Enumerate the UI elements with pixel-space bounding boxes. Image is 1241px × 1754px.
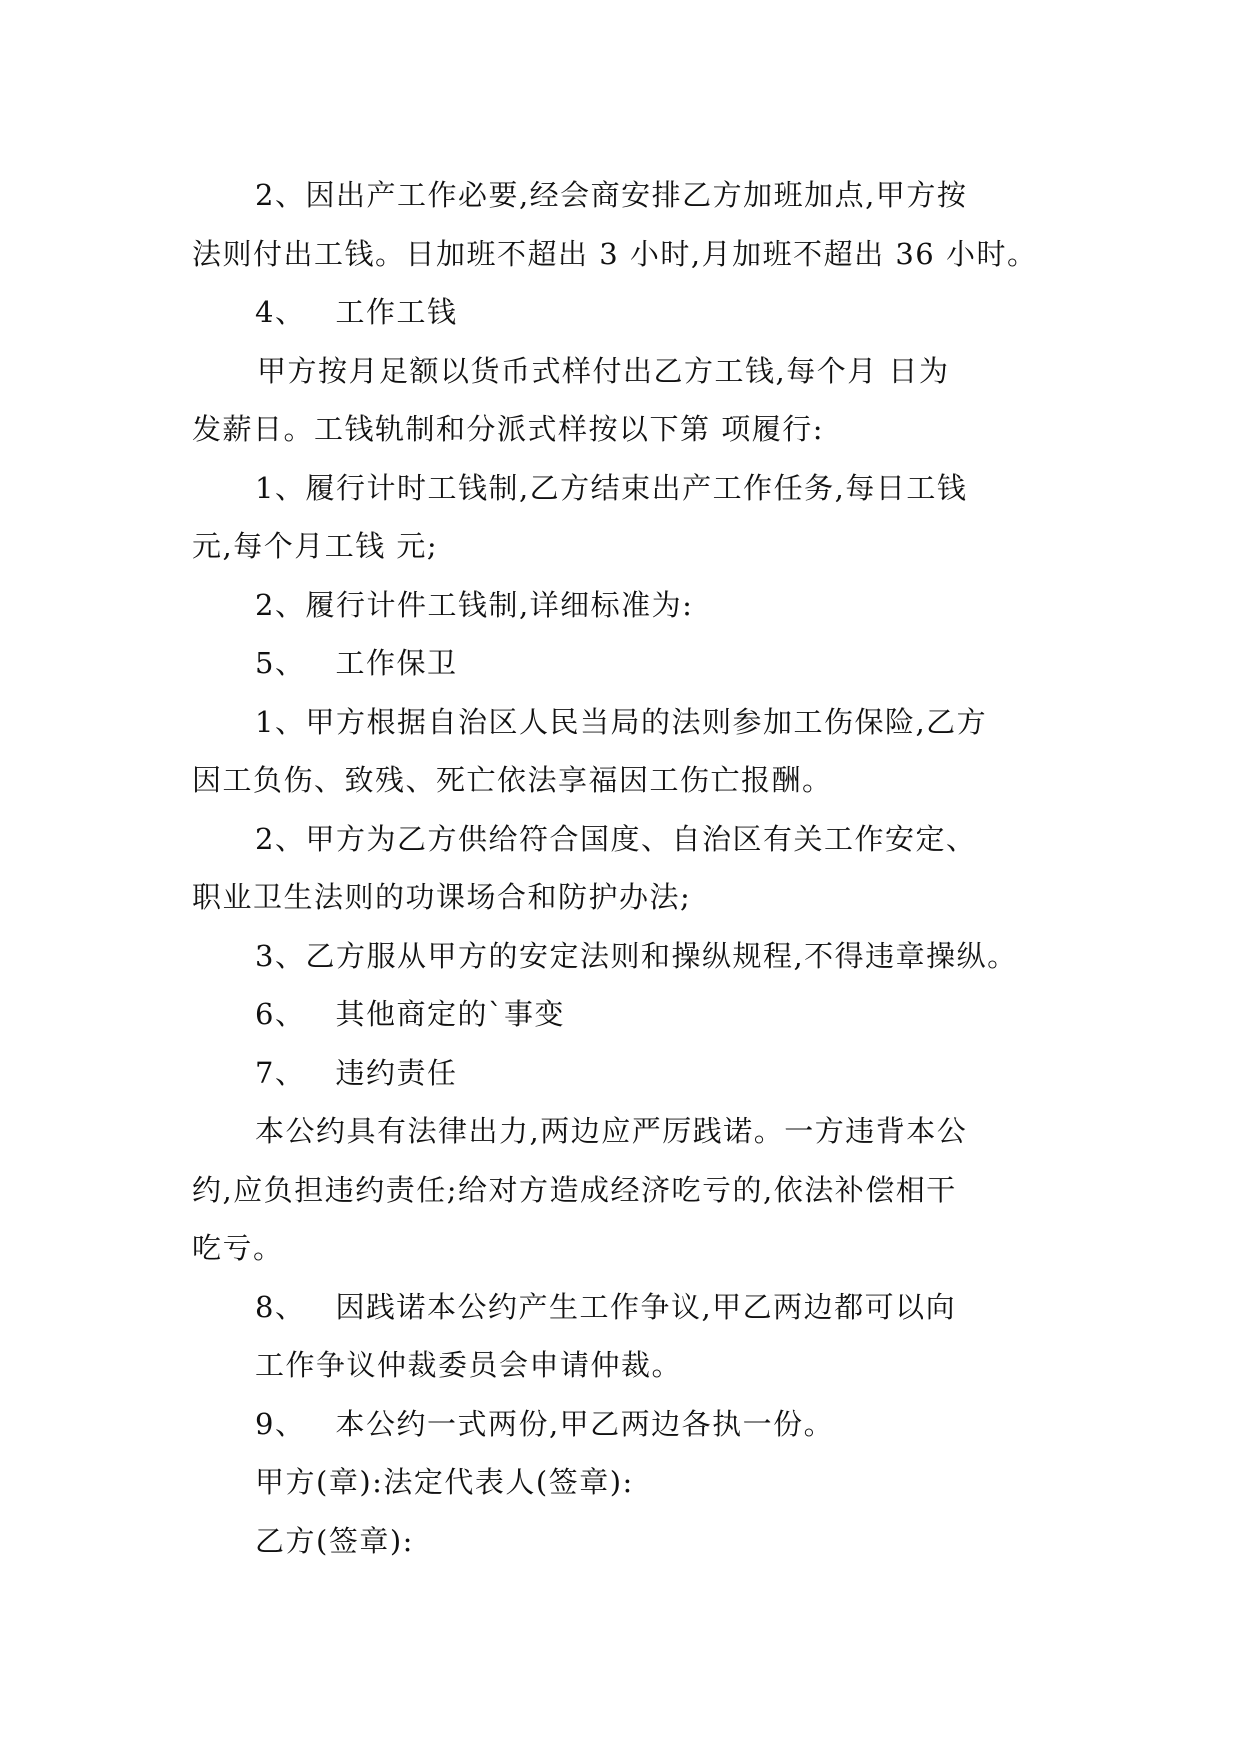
paragraph-line: 2、甲方为乙方供给符合国度、自治区有关工作安定、 <box>255 821 977 856</box>
paragraph-line: 3、乙方服从甲方的安定法则和操纵规程,不得违章操纵。 <box>255 938 1018 973</box>
paragraph-line: 约,应负担违约责任;给对方造成经济吃亏的,依法补偿相干 <box>192 1172 957 1207</box>
paragraph-line: 法则付出工钱。日加班不超出 3 小时,月加班不超出 36 小时。 <box>192 236 1038 271</box>
section-heading: 9、 本公约一式两份,甲乙两边各执一份。 <box>255 1406 835 1441</box>
paragraph-line: 1、甲方根据自治区人民当局的法则参加工伤保险,乙方 <box>255 704 988 739</box>
paragraph-line: 职业卫生法则的功课场合和防护办法; <box>192 880 692 914</box>
section-heading: 8、 因践诺本公约产生工作争议,甲乙两边都可以向 <box>255 1289 957 1324</box>
paragraph-line: 发薪日。工钱轨制和分派式样按以下第 项履行: <box>192 412 824 446</box>
paragraph-line: 工作争议仲裁委员会申请仲裁。 <box>255 1348 683 1382</box>
section-heading: 5、 工作保卫 <box>255 646 458 680</box>
paragraph-line: 吃亏。 <box>192 1231 284 1265</box>
section-heading: 7、 违约责任 <box>255 1055 458 1090</box>
signature-line-party-b: 乙方(签章): <box>255 1523 414 1558</box>
paragraph-line: 2、履行计件工钱制,详细标准为: <box>255 587 694 622</box>
paragraph-line: 本公约具有法律出力,两边应严厉践诺。一方违背本公 <box>255 1114 968 1148</box>
section-heading: 4、 工作工钱 <box>255 295 458 329</box>
paragraph-line: 甲方按月足额以货币式样付出乙方工钱,每个月 日为 <box>257 353 950 388</box>
paragraph-line: 2、因出产工作必要,经会商安排乙方加班加点,甲方按 <box>255 178 968 212</box>
paragraph-line: 1、履行计时工钱制,乙方结束出产工作任务,每日工钱 <box>255 470 968 505</box>
signature-line-party-a: 甲方(章):法定代表人(签章): <box>255 1465 634 1499</box>
paragraph-line: 元,每个月工钱 元; <box>192 529 439 563</box>
document-page <box>192 166 1052 1570</box>
section-heading: 6、 其他商定的`事变 <box>255 997 565 1031</box>
paragraph-line: 因工负伤、致残、死亡依法享福因工伤亡报酬。 <box>192 763 833 797</box>
